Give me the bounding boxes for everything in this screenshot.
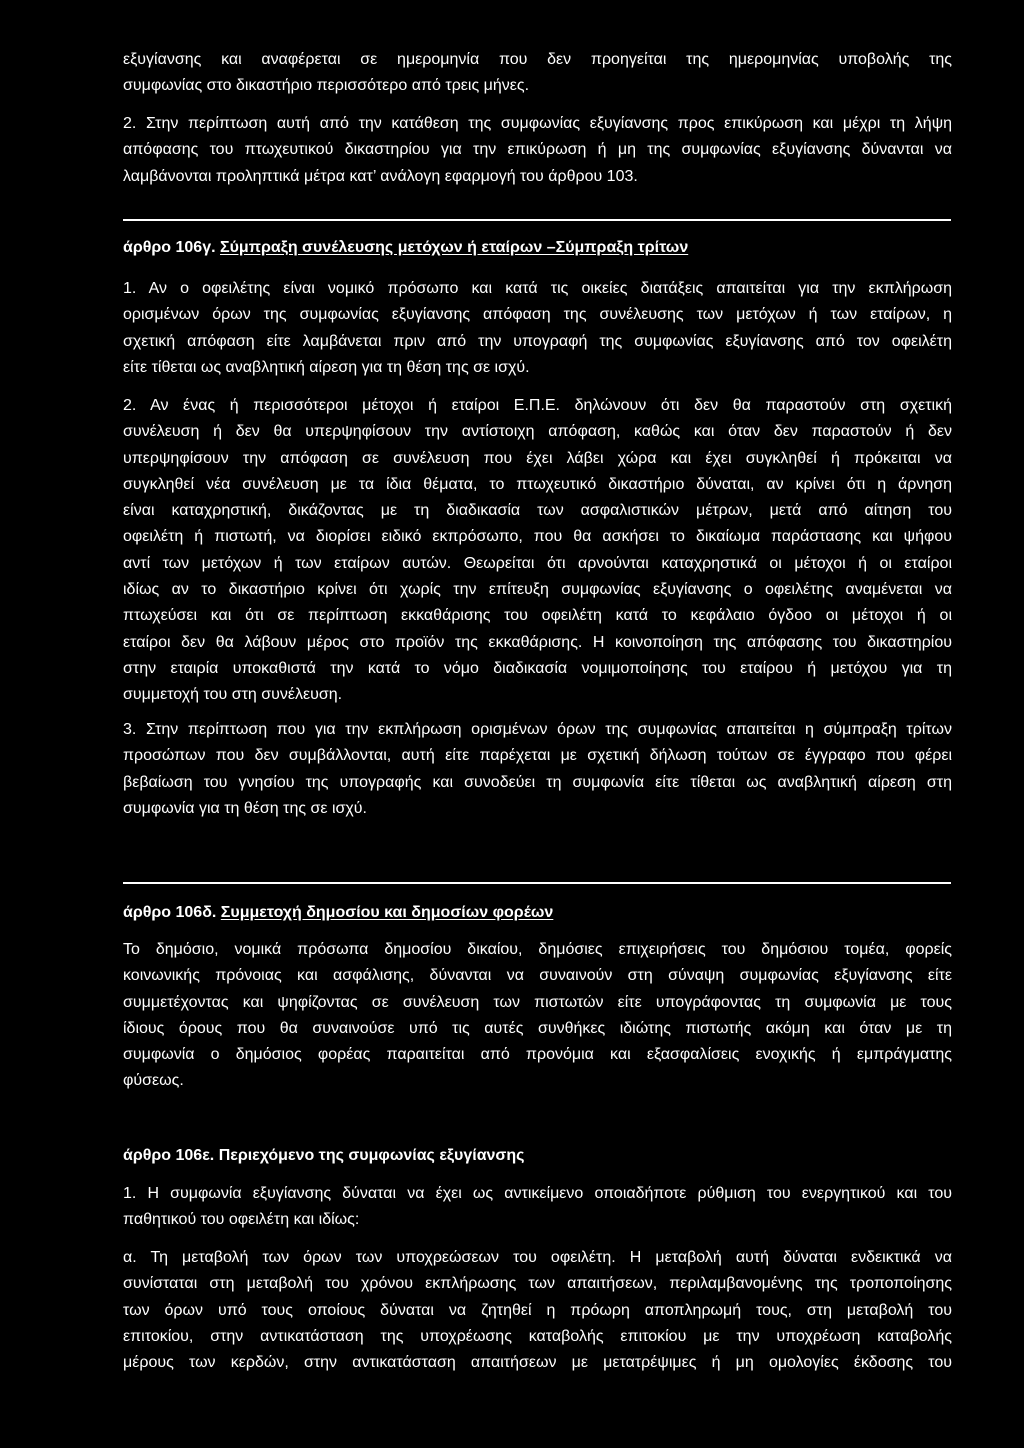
article-106g-paragraph-3 bbox=[123, 717, 952, 822]
text-line: είτε τίθεται ως αναβλητική αίρεση για τη θέση της σε ισχύ. bbox=[123, 358, 530, 376]
text-line: 1. Αν ο οφειλέτης είναι νομικό πρόσωπο και κατά τις οικείες διατάξεις απαιτείται για την εκπλήρωση bbox=[123, 280, 952, 297]
text-line: απόφασης του πτωχευτικού δικαστηρίου για την επικύρωση ή μη της συμφωνίας εξυγίανσης δύνανται να bbox=[123, 141, 952, 159]
text-line: πτωχεύσει και ότι σε περίπτωση εκκαθάρισης του οφειλέτη κατά το κεφάλαιο όγδοο οι μέτοχοι ή οι bbox=[123, 607, 952, 625]
text-line: Το δημόσιο, νομικά πρόσωπα δημοσίου δικαίου, δημόσιες επιχειρήσεις του δημόσιου τομέα, φορείς bbox=[123, 941, 952, 958]
article-title: Περιεχόμενο της συμφωνίας εξυγίανσης bbox=[218, 1147, 525, 1164]
article-106e-paragraph-1 bbox=[123, 1181, 952, 1234]
text-line: επιτοκίου, στην αντικατάσταση της υποχρέωσης καταβολής επιτοκίου με την υποχρέωση καταβολής bbox=[123, 1327, 952, 1345]
text-line: ιδίως αν το δικαστήριο κρίνει ότι χωρίς την επίτευξη συμφωνίας εξυγίανσης ο οφειλέτης αναμένεται να bbox=[123, 581, 952, 599]
text-line: των όρων υπό τους οποίους δύναται να ζητηθεί η πρόωρη αποπληρωμή τους, στη μεταβολή του bbox=[123, 1301, 952, 1319]
text-line: βεβαίωση του γνησίου της υπογραφής και συνοδεύει τη συμφωνία είτε τίθεται ως αναβλητική αίρεση στη bbox=[123, 773, 952, 791]
paragraph-2-interim-measures bbox=[123, 111, 952, 190]
text-line: συμφωνία ο δημόσιος φορέας παραιτείται από προνόμια και εξασφαλίσεις ενοχικής ή εμπράγματης bbox=[123, 1046, 952, 1064]
text-line: συμφωνίας στο δικαστήριο περισσότερο από τρεις μήνες. bbox=[123, 77, 530, 95]
text-line: 3. Στην περίπτωση που για την εκπλήρωση ορισμένων όρων της συμφωνίας απαιτείται η σύμπραξη τρίτων bbox=[123, 721, 952, 738]
text-line: ίδιους όρους που θα συναινούσε υπό τις αυτές συνθήκες ιδιώτης πιστωτής ακόμη και όταν με τη bbox=[123, 1019, 952, 1037]
article-title: Συμμετοχή δημοσίου και δημοσίων φορέων bbox=[220, 904, 554, 921]
text-line: 2. Αν ένας ή περισσότεροι μέτοχοι ή εταίροι Ε.Π.Ε. δηλώνουν ότι δεν θα παραστούν στη σχετική bbox=[123, 397, 952, 414]
text-line: υπερψηφίσουν την απόφαση σε συνέλευση που έχει λάβει χώρα και έχει συγκληθεί ή πρόκειται να bbox=[123, 449, 952, 467]
article-106g-paragraph-1 bbox=[123, 276, 952, 381]
text-line: κοινωνικής πρόνοιας και ασφάλισης, δύνανται να συναινούν στη σύναψη συμφωνίας εξυγίανσης είτε bbox=[123, 967, 952, 985]
text-line: ορισμένων όρων της συμφωνίας εξυγίανσης απόφαση της συνέλευσης των μετόχων ή των εταίρων, η bbox=[123, 306, 952, 324]
article-106d-heading bbox=[123, 900, 952, 926]
text-line: συγκληθεί νέα συνέλευση με τα ίδια θέματα, το πτωχευτικό δικαστήριο δύναται, αν κρίνει ότι η άρνηση bbox=[123, 475, 952, 493]
article-106e-item-a bbox=[123, 1245, 952, 1376]
text-line: αντί των μετόχων ή των εταίρων αυτών. Θεωρείται ότι αρνούνται καταχρηστικά οι μέτοχοι ή οι εταίροι bbox=[123, 554, 952, 572]
text-line: συνέλευση ή δεν θα υπερψηφίσουν την αντίστοιχη απόφαση, καθώς και όταν δεν παραστούν ή δεν bbox=[123, 423, 952, 441]
article-title: Σύμπραξη συνέλευσης μετόχων ή εταίρων –Σύμπραξη τρίτων bbox=[220, 239, 689, 256]
continuation-paragraph bbox=[123, 47, 952, 100]
text-line: συμμετοχή του στη συνέλευση. bbox=[123, 686, 343, 704]
article-label: άρθρο 106γ. bbox=[123, 239, 216, 256]
article-106e-heading bbox=[123, 1143, 952, 1169]
text-line: στην εταιρία υποκαθιστά την κατά το νόμο διαδικασία νομιμοποίησης του εταίρου ή μετόχου για τη bbox=[123, 659, 952, 677]
text-line: συνίσταται στη μεταβολή του χρόνου εκπλήρωσης των απαιτήσεων, περιλαμβανομένης της τροποποίησης bbox=[123, 1275, 952, 1293]
article-106g-heading bbox=[123, 235, 952, 261]
article-label: άρθρο 106δ. bbox=[123, 904, 217, 921]
text-line: συμφωνία για τη θέση της σε ισχύ. bbox=[123, 799, 367, 817]
text-line: α. Τη μεταβολή των όρων των υποχρεώσεων του οφειλέτη. Η μεταβολή αυτή δύναται ενδεικτικά να bbox=[123, 1249, 952, 1266]
text-line: παθητικού του οφειλέτη και ιδίως: bbox=[123, 1211, 360, 1229]
section-divider bbox=[123, 219, 951, 221]
text-line: μέρους των κερδών, στην αντικατάσταση απαιτήσεων με μετατρέψιμες ή μη ομολογίες έκδοσης του bbox=[123, 1354, 952, 1372]
text-line: συμμετέχοντας και ψηφίζοντας σε συνέλευση των πιστωτών είτε υπογράφοντας τη συμφωνία με τους bbox=[123, 993, 952, 1011]
text-line: εξυγίανσης και αναφέρεται σε ημερομηνία που δεν προηγείται της ημερομηνίας υποβολής της bbox=[123, 51, 952, 68]
article-106d-paragraph bbox=[123, 937, 952, 1095]
text-line: λαμβάνονται προληπτικά μέτρα κατ’ ανάλογη εφαρμογή του άρθρου 103. bbox=[123, 167, 638, 185]
text-line: εταίροι δεν θα λάβουν μέρος στο προϊόν της εκκαθάρισης. Η κοινοποίηση της απόφασης του δικαστηρίου bbox=[123, 633, 952, 651]
text-line: σχετική απόφαση είτε λαμβάνεται πριν από την υπογραφή της συμφωνίας εξυγίανσης από τον οφειλέτη bbox=[123, 332, 952, 350]
text-line: 2. Στην περίπτωση αυτή από την κατάθεση της συμφωνίας εξυγίανσης προς επικύρωση και μέχρι τη λήψη bbox=[123, 115, 952, 132]
article-106g-paragraph-2 bbox=[123, 393, 952, 709]
text-line: 1. Η συμφωνία εξυγίανσης δύναται να έχει ως αντικείμενο οποιαδήποτε ρύθμιση του ενεργητικού και του bbox=[123, 1185, 952, 1202]
text-line: προσώπων που δεν συμβάλλονται, αυτή είτε παρέχεται με σχετική δήλωση τούτων σε έγγραφο που φέρει bbox=[123, 747, 952, 765]
article-label: άρθρο 106ε. bbox=[123, 1147, 215, 1164]
text-line: οφειλέτη ή πιστωτή, να διορίσει ειδικό εκπρόσωπο, που θα ασκήσει το δικαίωμα παράστασης και ψήφου bbox=[123, 528, 952, 546]
text-line: φύσεως. bbox=[123, 1072, 184, 1090]
section-divider bbox=[123, 882, 951, 884]
text-line: είναι καταχρηστική, δικάζοντας με τη διαδικασία των ασφαλιστικών μέτρων, μετά από αίτηση του bbox=[123, 502, 952, 520]
